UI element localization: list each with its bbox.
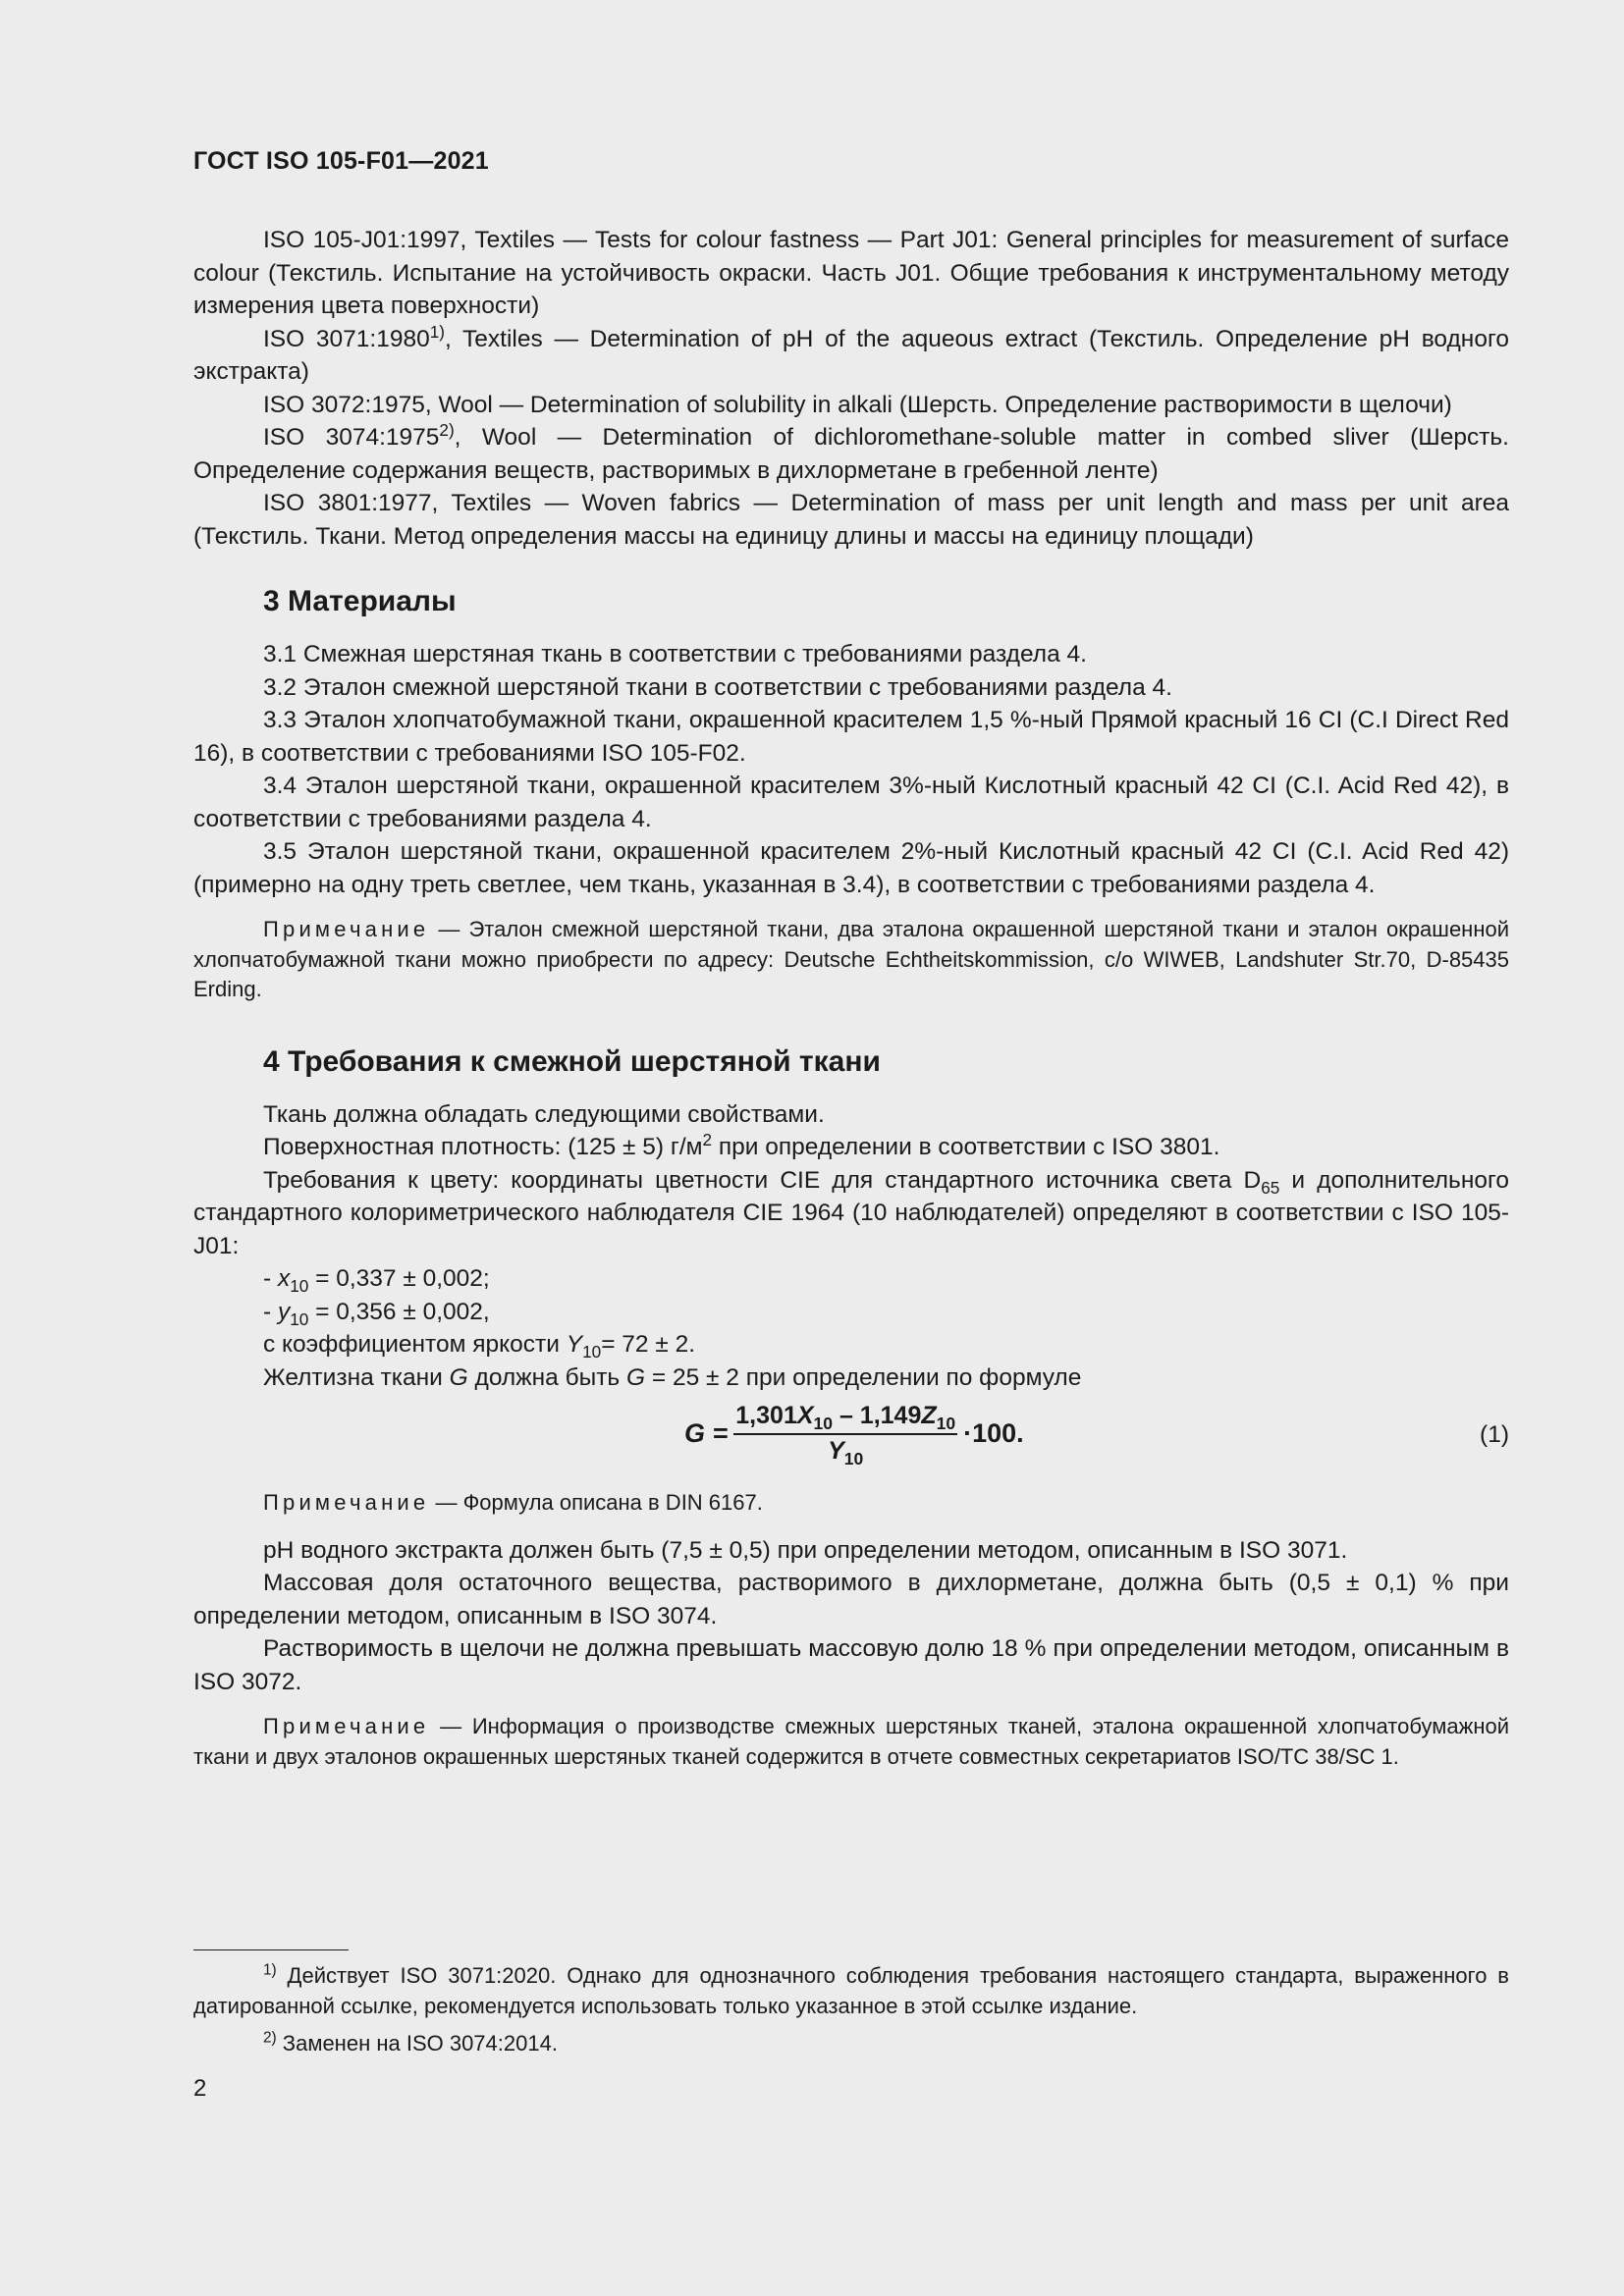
document-header: ГОСТ ISO 105-F01—2021	[193, 147, 489, 175]
section-item: 3.4 Эталон шерстяной ткани, окрашенной красителем 3%-ный Кислотный красный 42 CI (C.I. Acid Red 42), в соответствии с требованиями раздела 4.	[193, 773, 1509, 832]
reference-item: ISO 3072:1975, Wool — Determination of solubility in alkali (Шерсть. Определение растворимости в щелочи)	[263, 391, 1452, 418]
section-item: 3.2 Эталон смежной шерстяной ткани в соответствии с требованиями раздела 4.	[263, 673, 1172, 701]
section-3-note: Примечание — Эталон смежной шерстяной ткани, два эталона окрашенной шерстяной ткани и эталон окрашенной хлопчатобумажной ткани можно приобрести по адресу: Deutsche Echtheitskommission, c/o WIWEB, Landshuter Str.70, D-85435 Erding.	[193, 917, 1509, 1001]
reference-item: ISO 3074:1975$^{2)}$, Wool — Determination of dichloromethane-soluble matter in combed sliver (Шерсть. Определение содержания веществ, растворимых в дихлорметане в гребенной ленте)	[193, 419, 1509, 484]
formula-note: Примечание — Формула описана в DIN 6167.	[263, 1490, 763, 1515]
page-number: 2	[193, 2075, 207, 2102]
note-label: Примечание	[263, 1714, 430, 1738]
page-content	[193, 224, 1509, 1772]
footnote-ref: 2)	[439, 419, 455, 440]
section-item: 3.5 Эталон шерстяной ткани, окрашенной красителем 2%-ный Кислотный красный 42 CI (C.I. Acid Red 42) (примерно на одну треть светлее, чем ткань, указанная в 3.4), в соответствии с требованиями раздела 4.	[193, 838, 1509, 898]
paragraph-ph: pH водного экстракта должен быть (7,5 ± 0,5) при определении методом, описанным в ISO 3071.	[263, 1536, 1348, 1564]
section-item: 3.1 Смежная шерстяная ткань в соответствии с требованиями раздела 4.	[263, 641, 1087, 667]
chromaticity-y: - $y_{10} = 0,356 \pm 0,002$,	[263, 1298, 490, 1329]
section-3-items	[193, 638, 1509, 901]
luminance-factor: с коэффициентом яркости $Y_{10}= 72 \pm 2$.	[263, 1331, 696, 1362]
formula-denominator: $Y_{10}$	[828, 1437, 864, 1468]
formula-1	[193, 1402, 1509, 1476]
footnote-ref: 1)	[429, 321, 445, 342]
paragraph-density: Поверхностная плотность: (125 ± 5) $г/м^2$ при определении в соответствии с ISO 3801.	[263, 1129, 1220, 1160]
section-4-body	[193, 1098, 1509, 1773]
yellowness-formula	[684, 1402, 1024, 1466]
section-item: 3.3 Эталон хлопчатобумажной ткани, окрашенной красителем 1,5 %-ный Прямой красный 16 CI (C.I Direct Red 16), в соответствии с требованиями ISO 105-F02.	[193, 707, 1509, 767]
paragraph-mass-fraction: Массовая доля остаточного вещества, растворимого в дихлорметане, должна быть (0,5 ± 0,1) % при определении методом, описанным в ISO 3074.	[193, 1570, 1509, 1629]
note-label: Примечание	[263, 917, 430, 941]
formula-fraction	[733, 1402, 957, 1466]
chromaticity-x: - $x_{10} = 0,337 \pm 0,002$;	[263, 1265, 490, 1296]
section-4-heading: 4 Требования к смежной шерстяной ткани	[263, 1044, 881, 1078]
formula-lhs: G =	[684, 1418, 729, 1448]
reference-item: ISO 105-J01:1997, Textiles — Tests for colour fastness — Part J01: General principles for measurement of surface colour (Текстиль. Испытание на устойчивость окраски. Часть J01. Общие требования к инструментальному методу измерения цвета поверхности)	[193, 227, 1509, 319]
section-3-heading: 3 Материалы	[263, 585, 457, 617]
section-4-note: Примечание — Информация о производстве смежных шерстяных тканей, эталона окрашенной хлопчатобумажной ткани и двух эталонов окрашенных шерстяных тканей содержится в отчете совместных секретариатов ISO/TC 38/SC 1.	[193, 1714, 1509, 1769]
paragraph-alkali-solubility: Растворимость в щелочи не должна превышать массовую долю 18 % при определении методом, описанным в ISO 3072.	[193, 1635, 1509, 1695]
footnote-separator	[193, 1949, 349, 1950]
paragraph-colour-requirements: Требования к цвету: координаты цветности CIE для стандартного источника света $D_{65}$ и дополнительного стандартного колориметрического наблюдателя CIE 1964 (10 наблюдателей) определяют в соответствии с ISO 105-J01:	[193, 1166, 1509, 1259]
footnote: $^{1)}$ Действует ISO 3071:2020. Однако для однозначного соблюдения требования настоящего стандарта, выраженного в датированной ссылке, рекомендуется использовать только указанное в этой ссылке издание.	[193, 1961, 1509, 2018]
normative-references-list	[193, 224, 1509, 553]
equation-number: (1)	[1480, 1421, 1509, 1448]
paragraph: Ткань должна обладать следующими свойствами.	[263, 1100, 825, 1128]
formula-numerator: $1,301X_{10} - 1,149Z_{10}$	[735, 1402, 956, 1433]
yellowness-requirement: Желтизна ткани G должна быть G = 25 ± 2 при определении по формуле	[263, 1363, 1082, 1391]
note-label: Примечание	[263, 1490, 430, 1515]
formula-tail: ·100.	[963, 1418, 1024, 1448]
reference-item: ISO 3801:1977, Textiles — Woven fabrics — Determination of mass per unit length and mass per unit area (Текстиль. Ткани. Метод определения массы на единицу длины и массы на единицу площади)	[193, 490, 1509, 550]
reference-item: ISO 3071:1980$^{1)}$, Textiles — Determination of pH of the aqueous extract (Текстиль. Определение pH водного экстракта)	[193, 321, 1509, 385]
footnotes	[193, 1961, 1509, 2059]
footnote: $^{2)}$ Заменен на ISO 3074:2014.	[263, 2029, 558, 2056]
